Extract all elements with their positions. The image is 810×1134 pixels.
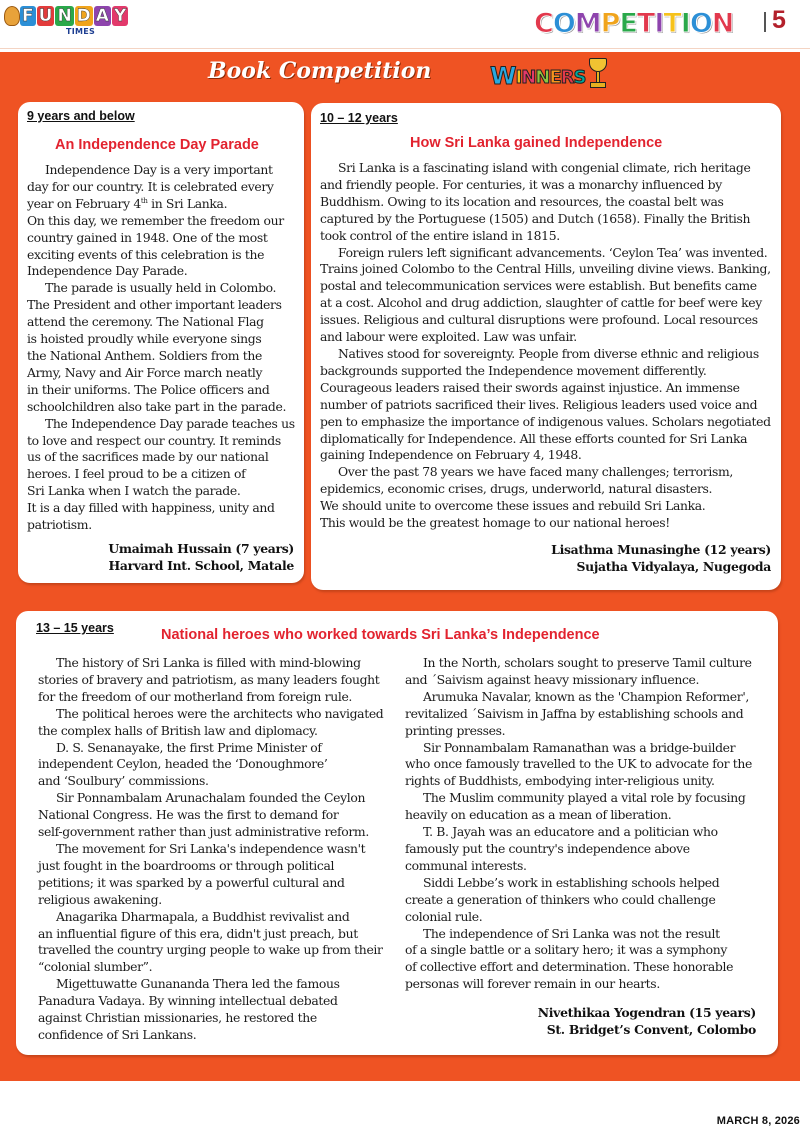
text-line: The Independence Day parade teaches us: [45, 415, 295, 431]
text-line: revitalized ´Saivism in Jaffna by establishing schools and: [405, 705, 744, 721]
text-line: an influential figure of this era, didn't just preach, but: [38, 925, 358, 941]
text-line: This would be the greatest homage to our national heroes!: [320, 515, 670, 531]
text-line: Panadura Vadaya. By winning intellectual debated: [38, 993, 338, 1009]
text-line: famously put the country's independence above: [405, 840, 690, 856]
wordmark-letter: W: [490, 62, 516, 90]
text-line: National Congress. He was the first to demand for: [38, 807, 339, 823]
text-line: The independence of Sri Lanka was not the result: [423, 925, 720, 941]
text-line: heroes. I feel proud to be a citizen of: [27, 466, 246, 482]
text-line: and ‘Soulbury’ commissions.: [38, 773, 209, 789]
text-line: In the North, scholars sought to preserve Tamil culture: [423, 655, 752, 670]
wordmark-letter: N: [521, 67, 536, 88]
wordmark-letter: R: [560, 67, 574, 88]
mascot-icon: [4, 6, 20, 26]
author-school: Harvard Int. School, Matale: [108, 558, 294, 573]
text-line: country gained in 1948. One of the most: [27, 229, 268, 245]
author-name: Lisathma Munasinghe (12 years): [551, 542, 771, 557]
text-line: petitions; it was sparked by a powerful cultural and: [38, 874, 345, 890]
text-line: It is a day filled with happiness, unity and: [27, 500, 275, 516]
text-line: issues. Religious and cultural disruptions were profound. Local resources: [320, 312, 758, 328]
text-line: just fought in the boardrooms or through political: [38, 857, 335, 873]
wordmark-letter: N: [535, 67, 550, 88]
wordmark-letter: U: [38, 6, 53, 26]
winners-wordmark: [490, 62, 585, 90]
section-title-competition: [534, 7, 733, 41]
text-line: Buddhism. Owing to its location and resources, the coastal belt was: [320, 193, 724, 209]
banner: [0, 56, 800, 98]
wordmark-letter: I: [515, 67, 522, 88]
text-line: religious awakening.: [38, 891, 162, 907]
entry-card-13-15: [16, 611, 778, 1055]
text-line: stories of bravery and patriotism, as many leaders fought: [38, 671, 380, 687]
text-line: Independence Day is a very important: [45, 162, 273, 177]
byline: [551, 541, 771, 575]
text-line: diplomatically for Independence. All these efforts counted for Sri Lanka: [320, 430, 748, 446]
text-line: Natives stood for sovereignty. People from diverse ethnic and religious: [338, 345, 759, 361]
story-title: How Sri Lanka gained Independence: [410, 135, 663, 151]
text-line: against Christian missionaries, he restored the: [38, 1010, 317, 1026]
story-title: An Independence Day Parade: [55, 137, 259, 153]
wordmark-letter: T: [663, 8, 681, 39]
winners-badge: [490, 58, 609, 90]
story-body: [320, 160, 780, 532]
story-body: [27, 162, 302, 534]
wordmark-letter: O: [552, 8, 575, 39]
author-name: Umaimah Hussain (7 years): [108, 541, 294, 556]
text-line: printing presses.: [405, 722, 506, 738]
logo-subtitle: TIMES: [66, 27, 96, 36]
text-line: colonial rule.: [405, 908, 483, 924]
text-line: rights of Buddhists, embodying inter-religious unity.: [405, 773, 715, 789]
wordmark-letter: D: [76, 6, 91, 26]
text-line: confidence of Sri Lankans.: [38, 1026, 197, 1042]
text-line: Foreign rulers left significant advancements. ‘Ceylon Tea’ was invented.: [338, 244, 768, 260]
wordmark-letter: P: [600, 8, 620, 39]
text-line: epidemics, economic crises, drugs, underworld, natural disasters.: [320, 481, 713, 497]
text-line: We should unite to overcome these issues and rebuild Sri Lanka.: [320, 498, 706, 514]
byline: [538, 1004, 756, 1038]
wordmark-letter: E: [619, 8, 637, 39]
text-line: Arumuka Navalar, known as the 'Champion Reformer',: [423, 688, 749, 704]
wordmark-letter: E: [549, 67, 561, 88]
wordmark-letter: F: [22, 6, 34, 26]
author-school: St. Bridget’s Convent, Colombo: [546, 1022, 756, 1037]
text-line: travelled the country urging people to wake up from their: [38, 942, 383, 958]
text-line: of a single battle or a solitary hero; it was a symphony: [405, 942, 728, 958]
trophy-icon: [587, 58, 609, 90]
text-line: to love and respect our country. It reminds: [27, 432, 281, 448]
text-line: the National Anthem. Soldiers from the: [27, 347, 262, 363]
wordmark-letter: A: [95, 6, 109, 26]
text-line: On this day, we remember the freedom our: [27, 212, 284, 228]
issue-date: MARCH 8, 2026: [716, 1115, 800, 1127]
text-line: Army, Navy and Air Force march neatly: [27, 364, 263, 380]
author-name: Nivethikaa Yogendran (15 years): [537, 1005, 756, 1020]
text-line: create a generation of thinkers who could challenge: [405, 891, 716, 907]
text-line: Siddi Lebbe’s work in establishing schools helped: [423, 874, 720, 890]
text-line: day for our country. It is celebrated every: [27, 178, 274, 194]
wordmark-letter: I: [654, 8, 664, 39]
text-line: independent Ceylon, headed the ‘Donoughmore’: [38, 756, 328, 772]
text-line: schoolchildren also take part in the parade.: [27, 398, 287, 414]
text-line: Trains joined Colombo to the Central Hills, unveiling divine views. Banking,: [320, 261, 771, 277]
age-group-label: 9 years and below: [27, 109, 135, 123]
wordmark-letter: C: [534, 8, 553, 39]
text-line: and ´Saivism against heavy missionary influence.: [405, 671, 700, 687]
entry-card-9-and-below: [18, 102, 304, 583]
wordmark-letter: N: [57, 6, 72, 26]
text-line: attend the ceremony. The National Flag: [27, 314, 264, 330]
text-line: heavily on education as a mean of liberation.: [405, 807, 672, 823]
page-number: 5: [772, 6, 786, 34]
text-line: self-government rather than just administrative reform.: [38, 824, 369, 840]
text-line: patriotism.: [27, 517, 92, 533]
story-body-column-2: [405, 655, 770, 993]
text-line: Migettuwatte Gunananda Thera led the famous: [56, 976, 340, 992]
text-line: gaining Independence on February 4, 1948.: [320, 447, 582, 463]
text-line: and labour were exploited. Law was unfair.: [320, 329, 577, 345]
wordmark-letter: O: [689, 8, 712, 39]
text-line: T. B. Jayah was an educatore and a politician who: [423, 824, 718, 840]
text-line: Sir Ponnambalam Ramanathan was a bridge-builder: [423, 739, 736, 755]
text-line: Sri Lanka is a fascinating island with congenial climate, rich heritage: [338, 160, 751, 175]
text-line: Independence Day Parade.: [27, 263, 188, 279]
text-line: of collective effort and determination. These honorable: [405, 959, 734, 975]
text-line: who once famously travelled to the UK to advocate for the: [405, 756, 753, 772]
text-line: communal interests.: [405, 857, 527, 873]
text-line: in their uniforms. The Police officers and: [27, 381, 270, 397]
wordmark-letter: N: [711, 8, 734, 39]
text-line: personas will forever remain in our hearts.: [405, 976, 660, 992]
text-line: number of patriots sacrificed their lives. Religious leaders used voice and: [320, 396, 758, 412]
text-line: The history of Sri Lanka is filled with mind-blowing: [56, 655, 361, 670]
age-group-label: 10 – 12 years: [320, 111, 398, 125]
header-divider: [0, 48, 810, 49]
entry-card-10-12: [311, 103, 781, 590]
author-school: Sujatha Vidyalaya, Nugegoda: [576, 559, 771, 574]
text-line: Sir Ponnambalam Arunachalam founded the Ceylon: [56, 790, 366, 806]
story-body-column-1: [38, 655, 398, 1044]
text-line: Sri Lanka when I watch the parade.: [27, 483, 241, 499]
wordmark-letter: I: [680, 8, 690, 39]
text-line: The parade is usually held in Colombo.: [45, 280, 277, 296]
text-line: captured by the Portuguese (1505) and Dutch (1658). Finally the British: [320, 210, 751, 226]
wordmark-letter: M: [574, 8, 601, 39]
wordmark-letter: T: [636, 8, 655, 39]
banner-title: Book Competition: [208, 58, 432, 84]
story-title: National heroes who worked towards Sri Lanka’s Independence: [161, 627, 600, 643]
text-line: took control of the entire island in 1815.: [320, 227, 560, 243]
text-line: and friendly people. For centuries, it was a monarchy influenced by: [320, 176, 722, 192]
text-line: exciting events of this celebration is the: [27, 246, 265, 262]
text-line: us of the sacrifices made by our national: [27, 449, 269, 465]
text-line: postal and telecommunication services were establish. But benefits came: [320, 278, 757, 294]
text-line: backgrounds supported the Independence movement differently.: [320, 362, 707, 378]
text-line: The movement for Sri Lanka's independence wasn't: [56, 840, 366, 856]
text-line: The Muslim community played a vital role by focusing: [423, 790, 746, 806]
wordmark-letter: Y: [113, 6, 127, 26]
text-line: the complex halls of British law and diplomacy.: [38, 722, 318, 738]
text-line: is hoisted proudly while everyone sings: [27, 331, 262, 347]
byline: [108, 540, 294, 574]
text-line: The political heroes were the architects who navigated: [56, 705, 384, 721]
page-number-divider: [764, 12, 766, 32]
logo-wordmark: [20, 6, 128, 26]
text-line: D. S. Senanayake, the first Prime Minister of: [56, 739, 322, 755]
age-group-label: 13 – 15 years: [36, 621, 114, 635]
text-line: year on February 4th in Sri Lanka.: [27, 195, 228, 211]
funday-times-logo: [4, 4, 127, 40]
text-line: Over the past 78 years we have faced many challenges; terrorism,: [338, 464, 733, 480]
text-line: Anagarika Dharmapala, a Buddhist revivalist and: [56, 908, 350, 924]
text-line: Courageous leaders raised their swords against injustice. An immense: [320, 379, 740, 395]
text-line: at a cost. Alcohol and drug addiction, slaughter of cattle for beef were key: [320, 295, 762, 311]
text-line: “colonial slumber”.: [38, 959, 153, 975]
text-line: pen to emphasize the importance of indigenous values. Scholars negotiated: [320, 413, 771, 429]
text-line: for the freedom of our motherland from foreign rule.: [38, 688, 353, 704]
text-line: The President and other important leaders: [27, 297, 282, 313]
wordmark-letter: S: [573, 67, 586, 88]
